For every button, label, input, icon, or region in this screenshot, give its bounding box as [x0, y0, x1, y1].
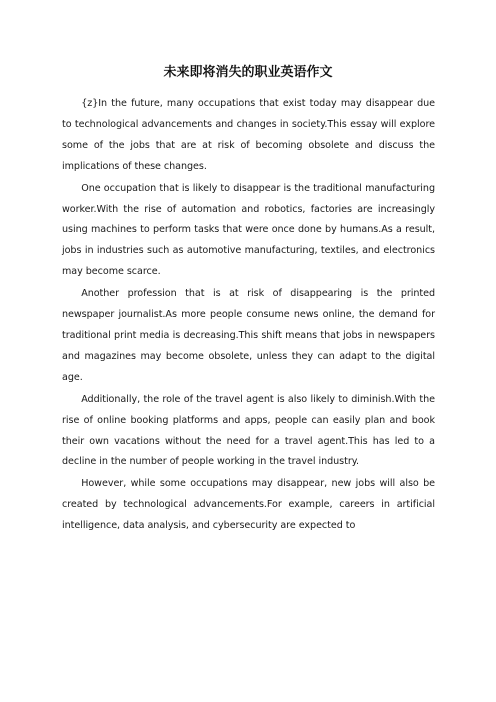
paragraph-1: {z}In the future, many occupations that exist today may disappear due to technological advancements and changes in society.This essay will explore some of the jobs that are at risk of becoming obsolete and discuss the implications of these changes. — [62, 98, 435, 172]
paragraph-4: Additionally, the role of the travel agent is also likely to diminish.With the rise of online booking platforms and apps, people can easily plan and book their own vacations without the need for a travel agent.This has led to a decline in the number of people working in the travel industry. — [62, 393, 435, 468]
document-title: 未来即将消失的职业英语作文 — [163, 65, 333, 80]
paragraph-2: One occupation that is likely to disappear is the traditional manufacturing worker.With the rise of automation and robotics, factories are increasingly using machines to perform tasks that were once done by humans.As a result, jobs in industries such as automotive manufacturing, textiles, and electronics may become scarce. — [62, 182, 435, 278]
paragraph-3: Another profession that is at risk of disappearing is the printed newspaper journalist.As more people consume news online, the demand for traditional print media is decreasing.This shift means that jobs in newspapers and magazines may become obsolete, unless they can adapt to the digital age. — [62, 288, 435, 383]
document-body — [62, 94, 435, 538]
paragraph-5: However, while some occupations may disappear, new jobs will also be created by technological advancements.For example, careers in artificial intelligence, data analysis, and cybersecurity are expected to — [62, 478, 435, 532]
